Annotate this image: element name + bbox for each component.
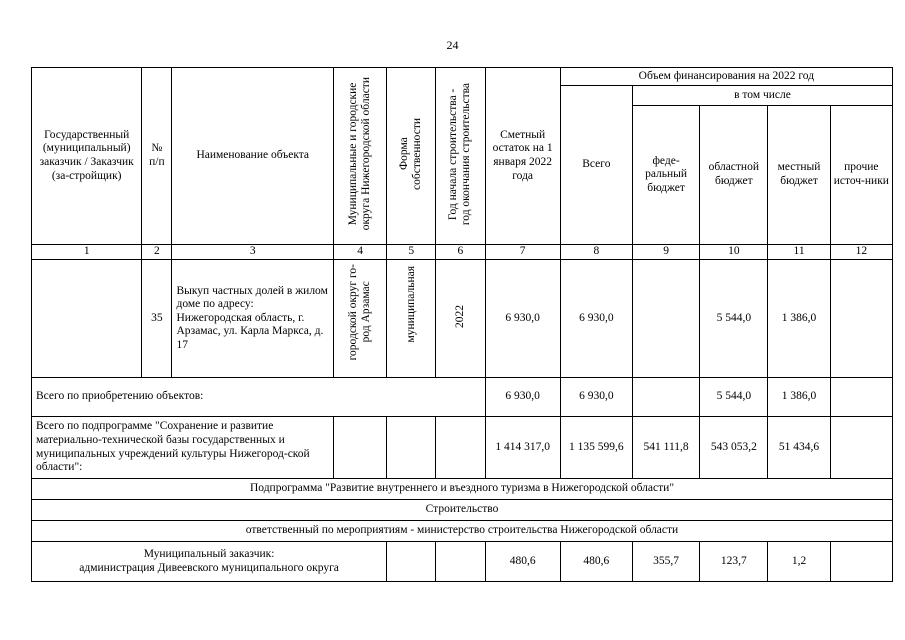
header-years-line1: Год начала строительства - — [447, 87, 460, 220]
column-number: 12 — [830, 245, 892, 260]
subprogram-total-local: 51 434,6 — [768, 417, 830, 479]
municipal-customer-empty — [387, 542, 436, 582]
header-number-symbol: № — [151, 142, 163, 155]
header-ownership — [387, 68, 436, 245]
acquisition-total-label: Всего по приобретению объектов: — [32, 378, 486, 417]
object-ownership — [387, 260, 436, 378]
header-customer: Государственный (муниципальный) заказчик / Заказчик (за-стройщик) — [32, 68, 142, 245]
object-municipality — [334, 260, 387, 378]
header-municipality-line2: округа Нижегородской области — [360, 77, 373, 231]
object-local: 1 386,0 — [768, 260, 830, 378]
object-federal — [632, 260, 699, 378]
object-balance: 6 930,0 — [485, 260, 560, 378]
header-number-abbr: п/п — [149, 156, 165, 168]
acquisition-total-local: 1 386,0 — [768, 378, 830, 417]
subprogram-total-empty — [436, 417, 485, 479]
object-other — [830, 260, 892, 378]
municipal-customer-line1: Муниципальный заказчик: — [143, 547, 275, 560]
column-number: 11 — [768, 245, 830, 260]
object-total: 6 930,0 — [560, 260, 632, 378]
acquisition-total-row — [32, 378, 893, 417]
object-name: Выкуп частных долей в жилом доме по адресу: Нижегородская область, г. Арзамас, ул. Карла Маркса, д. 17 — [172, 260, 334, 378]
header-regional: областной бюджет — [700, 106, 768, 245]
column-number: 7 — [485, 245, 560, 260]
column-numbers-row — [32, 245, 893, 260]
subprogram-total-row — [32, 417, 893, 479]
object-ownership-text: муниципальная — [404, 266, 417, 343]
page-number: 24 — [446, 38, 459, 52]
municipal-customer-other — [830, 542, 892, 582]
municipal-customer-balance: 480,6 — [485, 542, 560, 582]
header-ownership-line2: собственности — [411, 117, 424, 190]
municipal-customer-federal: 355,7 — [632, 542, 699, 582]
acquisition-total-other — [830, 378, 892, 417]
header-total: Всего — [560, 86, 632, 245]
header-including: в том числе — [632, 86, 892, 106]
object-years-text: 2022 — [453, 304, 466, 328]
header-ownership-line1: Форма — [398, 137, 411, 171]
object-number: 35 — [142, 260, 172, 378]
municipal-customer-regional: 123,7 — [700, 542, 768, 582]
funding-table — [31, 67, 893, 582]
column-number: 6 — [436, 245, 485, 260]
header-funding-volume: Объем финансирования на 2022 год — [560, 68, 892, 86]
acquisition-total-federal — [632, 378, 699, 417]
subprogram-total-federal: 541 111,8 — [632, 417, 699, 479]
acquisition-total-balance: 6 930,0 — [485, 378, 560, 417]
column-number: 2 — [142, 245, 172, 260]
subprogram-total-total: 1 135 599,6 — [560, 417, 632, 479]
subprogram-total-empty — [334, 417, 387, 479]
header-other: прочие источ-ники — [830, 106, 892, 245]
section-title: Строительство — [32, 500, 893, 521]
municipal-customer-local: 1,2 — [768, 542, 830, 582]
object-municipality-line1: городской округ го- — [346, 264, 359, 361]
subprogram-total-empty — [387, 417, 436, 479]
subprogram-title: Подпрограмма "Развитие внутреннего и въездного туризма в Нижегородской области" — [32, 479, 893, 500]
municipal-customer-empty — [436, 542, 485, 582]
header-object-name: Наименование объекта — [172, 68, 334, 245]
municipal-customer-row — [32, 542, 893, 582]
column-number: 10 — [700, 245, 768, 260]
header-municipality — [334, 68, 387, 245]
column-number: 9 — [632, 245, 699, 260]
header-estimated-balance: Сметный остаток на 1 января 2022 года — [485, 68, 560, 245]
header-years-line2: год окончания строительства — [460, 82, 473, 225]
header-federal: феде-ральный бюджет — [632, 106, 699, 245]
column-number: 1 — [32, 245, 142, 260]
responsible-line: ответственный по мероприятиям - министерство строительства Нижегородской области — [32, 521, 893, 542]
acquisition-total-total: 6 930,0 — [560, 378, 632, 417]
header-local: местный бюджет — [768, 106, 830, 245]
object-row — [32, 260, 893, 378]
column-number: 4 — [334, 245, 387, 260]
subprogram-total-other — [830, 417, 892, 479]
header-years — [436, 68, 485, 245]
object-municipality-line2: род Арзамас — [360, 281, 373, 343]
subprogram-total-label: Всего по подпрограмме "Сохранение и развитие материально-технической базы государственных и муниципальных учреждений культуры Нижегород-ской области": — [32, 417, 334, 479]
column-number: 8 — [560, 245, 632, 260]
subprogram-total-regional: 543 053,2 — [700, 417, 768, 479]
object-years — [436, 260, 485, 378]
header-number — [142, 68, 172, 245]
header-municipality-line1: Муниципальные и городские — [346, 82, 359, 226]
column-number: 5 — [387, 245, 436, 260]
object-customer — [32, 260, 142, 378]
object-regional: 5 544,0 — [700, 260, 768, 378]
municipal-customer-total: 480,6 — [560, 542, 632, 582]
subprogram-total-balance: 1 414 317,0 — [485, 417, 560, 479]
acquisition-total-regional: 5 544,0 — [700, 378, 768, 417]
column-number: 3 — [172, 245, 334, 260]
municipal-customer-line2: администрация Дивеевского муниципального округа — [79, 561, 339, 574]
municipal-customer-label — [32, 542, 387, 582]
